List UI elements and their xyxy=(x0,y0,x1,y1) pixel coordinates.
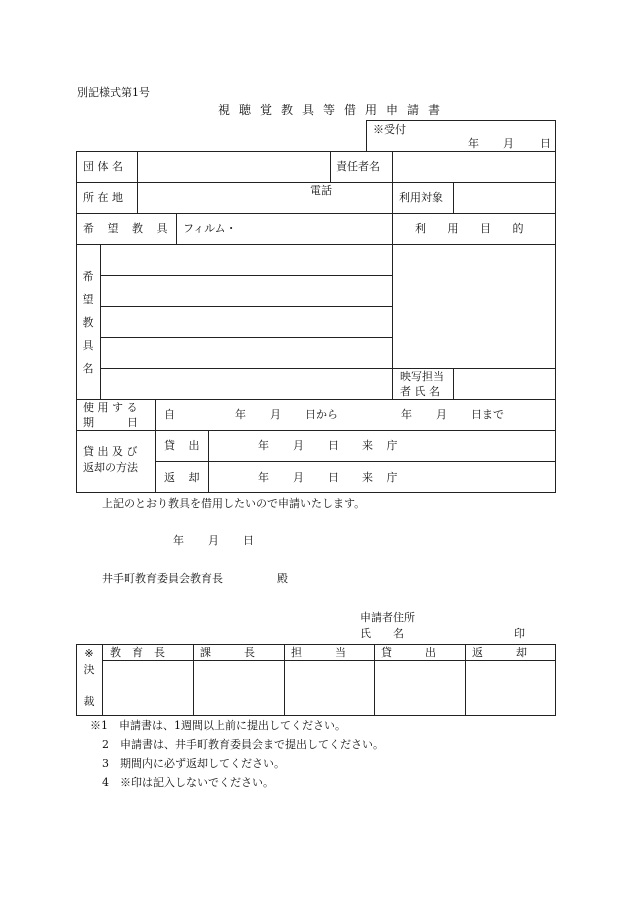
applicant-seal: 印 xyxy=(514,627,525,640)
approval-col-superintendent: 教 育 長 xyxy=(110,646,165,659)
note-3: 3 期間内に必ず返却してください。 xyxy=(102,757,285,770)
return-year: 年 xyxy=(258,471,269,484)
period-day-2: 日まで xyxy=(471,408,504,421)
return-visit: 来 庁 xyxy=(362,471,403,484)
date-day: 日 xyxy=(243,534,254,547)
period-month-2: 月 xyxy=(436,408,447,421)
period-year-2: 年 xyxy=(401,408,412,421)
lend-method-label-2: 返却の方法 xyxy=(83,461,138,474)
org-name-label: 団 体 名 xyxy=(83,160,123,173)
approval-col-staff: 担 当 xyxy=(291,646,346,659)
approval-side-label: ※ 決 裁 xyxy=(83,647,95,708)
period-label-2: 期 日 xyxy=(83,416,138,429)
applicant-name-label: 氏 名 xyxy=(360,627,404,640)
receipt-month: 月 xyxy=(503,137,514,150)
desired-items-label: 希 望 教 具 xyxy=(83,222,173,235)
period-day-1: 日から xyxy=(305,408,338,421)
statement: 上記のとおり教具を借用したいので申請いたします。 xyxy=(102,497,366,510)
return-day: 日 xyxy=(328,471,339,484)
approval-col-section-chief: 課 長 xyxy=(200,646,255,659)
responsible-label: 責任者名 xyxy=(336,160,380,173)
receipt-label: ※受付 xyxy=(373,123,406,136)
period-from: 自 xyxy=(164,408,175,421)
phone-label: 電話 xyxy=(310,184,332,197)
date-month: 月 xyxy=(208,534,219,547)
note-2: 2 申請書は、井手町教育委員会まで提出してください。 xyxy=(102,738,384,751)
film-label: フィルム・ xyxy=(183,222,237,235)
addressee-honorific: 殿 xyxy=(277,572,288,585)
lend-label: 貸 出 xyxy=(164,439,205,452)
lend-day: 日 xyxy=(328,439,339,452)
purpose-label: 利 用 目 的 xyxy=(415,222,533,235)
lend-month: 月 xyxy=(293,439,304,452)
applicant-address-label: 申請者住所 xyxy=(360,611,415,624)
receipt-year: 年 xyxy=(468,137,479,150)
addressee-name: 井手町教育委員会教育長 xyxy=(102,572,223,585)
return-month: 月 xyxy=(293,471,304,484)
main-table xyxy=(76,151,556,493)
approval-col-lend: 貸 出 xyxy=(381,646,436,659)
note-4: 4 ※印は記入しないでください。 xyxy=(102,776,274,789)
projector-label-1: 映写担当 xyxy=(400,370,444,383)
projector-label-2: 者 氏 名 xyxy=(400,385,440,398)
lend-year: 年 xyxy=(258,439,269,452)
lend-visit: 来 庁 xyxy=(362,439,403,452)
form-number: 別記様式第1号 xyxy=(77,86,150,99)
item-name-label: 希 望 教 具 名 xyxy=(82,270,94,375)
period-label-1: 使 用 す る xyxy=(83,401,138,414)
address-label: 所 在 地 xyxy=(83,191,123,204)
note-1: ※1 申請書は、1週間以上前に提出してください。 xyxy=(90,719,346,732)
form-title: 視聴覚教具等借用申請書 xyxy=(218,103,450,117)
date-year: 年 xyxy=(173,534,184,547)
lend-method-label-1: 貸 出 及 び xyxy=(83,445,138,458)
usage-target-label: 利用対象 xyxy=(399,191,443,204)
receipt-day: 日 xyxy=(540,137,551,150)
period-month-1: 月 xyxy=(270,408,281,421)
period-year-1: 年 xyxy=(235,408,246,421)
approval-col-return: 返 却 xyxy=(472,646,527,659)
return-label: 返 却 xyxy=(164,471,205,484)
